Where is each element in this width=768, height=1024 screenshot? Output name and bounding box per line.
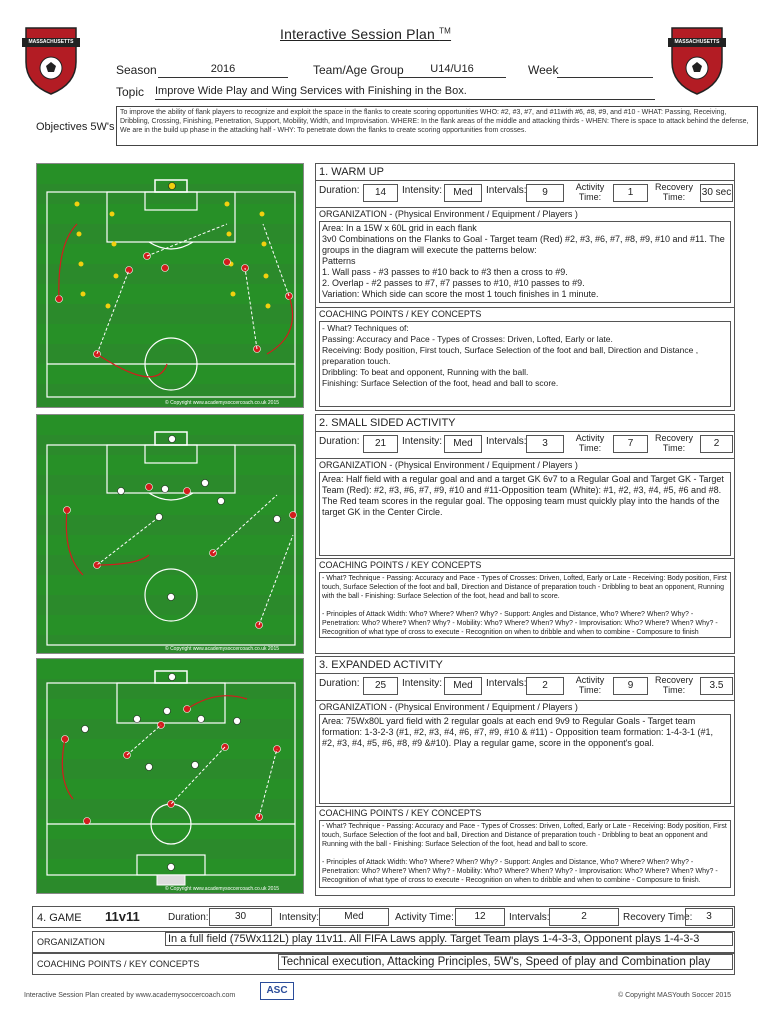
organization-text[interactable]: Area: 75Wx80L yard field with 2 regular goals at each end 9v9 to Regular Goals - Target team formation: 1-3-2-3 (#1, #2, #3, #4, #6, #7, #9, #10 & #11) - Opposition team formation: 1-4-3-1 (#1, #2, #3, #4, #5, #6, #8, #9 &#10). Play a regular game, score in the opponent's goal.	[319, 714, 731, 804]
section-title: 2. SMALL SIDED ACTIVITY	[316, 415, 734, 432]
game-activity-field[interactable]: 12	[455, 908, 505, 926]
game-intensity-field[interactable]: Med	[319, 908, 389, 926]
activity-time-label: Activity Time:	[575, 675, 605, 695]
team-label: Team/Age Group	[313, 63, 404, 77]
game-coaching-label: COACHING POINTS / KEY CONCEPTS	[37, 959, 200, 969]
intervals-field[interactable]: 9	[526, 184, 564, 202]
coaching-heading: COACHING POINTS / KEY CONCEPTS	[316, 806, 734, 820]
game-organization-label: ORGANIZATION	[37, 937, 105, 947]
game-coaching-field[interactable]: Technical execution, Attacking Principles, 5W's, Speed of play and Combination play	[278, 954, 733, 970]
recovery-time-field[interactable]: 2	[700, 435, 733, 453]
season-label: Season	[116, 63, 157, 77]
game-intensity-label: Intensity:	[279, 912, 320, 923]
trademark: TM	[439, 26, 452, 36]
objectives-label: Objectives 5W's	[36, 121, 115, 133]
coaching-text[interactable]: - What? Technique - Passing: Accuracy and Pace - Types of Crosses: Driven, Lofted, Early or Late - Receiving: Body position, First touch, Surface Selection of the foot and ball, Direction and Distance of preparation touch - Dribbling to beat an opponent and Running with the ball - Finishing: Surface Selection of the foot, head and ball to score. - Principles of Attack Width: Who? Where? When? Why? - Support: Angles and Distance, Who? Where? When? Why? - Penetration: Who? Where? When? Why? - Mobility: Who? Where? When? Why? - Improvisation: Who? Where? When? Why? - Recognition of what type of cross to execute - Recognition on when to dribble and when to combine - Composure to finish.	[319, 820, 731, 888]
recovery-time-field[interactable]: 30 sec	[700, 184, 733, 202]
topic-field[interactable]: Improve Wide Play and Wing Services with Finishing in the Box.	[155, 85, 655, 100]
game-coaching-row	[32, 953, 735, 975]
pitch-diagram-expanded	[36, 658, 304, 894]
section-small-sided	[315, 414, 735, 654]
recovery-time-label: Recovery Time:	[654, 675, 693, 695]
coaching-heading: COACHING POINTS / KEY CONCEPTS	[316, 307, 734, 321]
activity-time-field[interactable]: 9	[613, 677, 648, 695]
activity-time-label: Activity Time:	[575, 433, 605, 453]
intervals-label: Intervals:	[486, 185, 527, 196]
footer-right: © Copyright MASYouth Soccer 2015	[618, 992, 732, 999]
activity-time-field[interactable]: 1	[613, 184, 648, 202]
game-row	[32, 906, 735, 928]
intervals-label: Intervals:	[486, 436, 527, 447]
week-label: Week	[528, 63, 559, 77]
topic-label: Topic	[116, 85, 145, 99]
pitch-copyright: © Copyright www.academysoccercoach.co.uk 2015	[165, 646, 280, 652]
game-organization-field[interactable]: In a full field (75Wx112L) play 11v11. All FIFA Laws apply. Target Team plays 1-4-3-3, Opponent plays 1-4-3-3	[165, 932, 733, 946]
crest-text-right: MASSACHUSETTS	[674, 39, 720, 45]
organization-heading: ORGANIZATION - (Physical Environment / Equipment / Players )	[316, 207, 734, 221]
intensity-field[interactable]: Med	[444, 184, 482, 202]
intervals-label: Intervals:	[486, 678, 527, 689]
game-intervals-label: Intervals:	[509, 912, 550, 923]
game-duration-field[interactable]: 30	[209, 908, 272, 926]
intensity-field[interactable]: Med	[444, 677, 482, 695]
game-duration-label: Duration:	[168, 912, 209, 923]
section-title: 3. EXPANDED ACTIVITY	[316, 657, 734, 674]
intensity-label: Intensity:	[402, 436, 443, 447]
duration-label: Duration:	[319, 678, 360, 689]
coaching-text[interactable]: - What? Technique - Passing: Accuracy and Pace - Types of Crosses: Driven, Lofted, Early or Late - Receiving: Body position, First touch, Surface Selection of the foot and ball, Direction and Distance of preparation touch - Dribbling to beat an opponent, Running with the ball - Finishing: Surface Selection of the foot, head and ball to score. - Principles of Attack Width: Who? Where? When? Why? - Support: Angles and Distance, Who? Where? When? Why? - Penetration: Who? Where? When? Why? - Mobility: Who? Where? When? Why? - Improvisation: Who? Where? When? Why? - Recognition of what type of cross to execute - Recognition on when to dribble and when to combine - Composure to finish	[319, 572, 731, 638]
recovery-time-label: Recovery Time:	[654, 182, 693, 202]
duration-label: Duration:	[319, 185, 360, 196]
organization-heading: ORGANIZATION - (Physical Environment / Equipment / Players )	[316, 700, 734, 714]
section-warmup	[315, 163, 735, 411]
intensity-label: Intensity:	[402, 678, 443, 689]
crest-logo-left	[20, 22, 82, 96]
organization-text[interactable]: Area: Half field with a regular goal and and a target GK 6v7 to a Regular Goal and Target GK - Target Team (Red): #2, #3, #6, #7, #9, #10 and #11-Opposition team (White): #1, #2, #3, #4, #5, #6 and #8. The Red team scores in the regular goal. The opposing team must quickly play into the hands of the target GK in the Center Circle.	[319, 472, 731, 556]
game-intervals-field[interactable]: 2	[549, 908, 619, 926]
footer-left: Interactive Session Plan created by www.academysoccercoach.com	[24, 992, 236, 999]
metrics-row	[316, 181, 734, 207]
intervals-field[interactable]: 3	[526, 435, 564, 453]
duration-label: Duration:	[319, 436, 360, 447]
intensity-field[interactable]: Med	[444, 435, 482, 453]
game-format: 11v11	[105, 909, 140, 924]
duration-field[interactable]: 25	[363, 677, 398, 695]
coaching-text[interactable]: - What? Techniques of: Passing: Accuracy and Pace - Types of Crosses: Driven, Lofted, Early or late. Receiving: Body position, First touch, Surface Selection of the foot and ball, Direction and Distance , preparation touch. Dribbling: To beat and opponent, Running with the ball. Finishing: Surface Selection of the foot, head and ball to score.	[319, 321, 731, 407]
coaching-heading: COACHING POINTS / KEY CONCEPTS	[316, 558, 734, 572]
section-title: 1. WARM UP	[316, 164, 734, 181]
game-label: 4. GAME	[37, 912, 82, 924]
metrics-row	[316, 432, 734, 458]
organization-heading: ORGANIZATION - (Physical Environment / Equipment / Players )	[316, 458, 734, 472]
activity-time-field[interactable]: 7	[613, 435, 648, 453]
recovery-time-label: Recovery Time:	[654, 433, 693, 453]
crest-text-left: MASSACHUSETTS	[28, 39, 74, 45]
intervals-field[interactable]: 2	[526, 677, 564, 695]
recovery-time-field[interactable]: 3.5	[700, 677, 733, 695]
asc-logo: ASC	[260, 982, 294, 1000]
week-field[interactable]	[557, 63, 653, 78]
pitch-copyright: © Copyright www.academysoccercoach.co.uk 2015	[165, 886, 280, 892]
pitch-copyright: © Copyright www.academysoccercoach.co.uk 2015	[165, 400, 280, 406]
game-activity-label: Activity Time:	[395, 912, 454, 923]
intensity-label: Intensity:	[402, 185, 443, 196]
game-recovery-label: Recovery Time:	[623, 912, 693, 923]
crest-logo-right	[666, 22, 728, 96]
duration-field[interactable]: 21	[363, 435, 398, 453]
organization-text[interactable]: Area: In a 15W x 60L grid in each flank 3v0 Combinations on the Flanks to Goal - Target team (Red) #2, #3, #6, #7, #8, #9, #10 and #11. The groups in the diagram will execute the patterns below: Patterns 1. Wall pass - #3 passes to #10 back to #3 then a cross to #9. 2. Overlap - #2 passes to #7, #7 passes to #10, #10 passes to #9. Variation: Which side can score the most 1 touch finishes in 1 minute.	[319, 221, 731, 303]
objectives-box[interactable]: To improve the ability of flank players to recognize and exploit the space in the flanks to create scoring opportunities WHO: #2, #3, #7, and #11with #6, #8, #9, and #10 - WHAT: Passing, Receiving, Dribbling, Crossing, Finishing, Penetration, Support, Mobility, Width, and Improvisation. WHERE: In the flank areas of the middle and attacking thirds - WHEN: There is space to attack behind the defense, We are in the build up phase in the attacking half - WHY: To penetrate down the flanks to create scoring opportunities from crosses.	[116, 106, 758, 146]
page-title	[280, 26, 451, 42]
team-field[interactable]: U14/U16	[398, 63, 506, 78]
game-organization-row	[32, 931, 735, 953]
metrics-row	[316, 674, 734, 700]
activity-time-label: Activity Time:	[575, 182, 605, 202]
season-field[interactable]: 2016	[158, 63, 288, 78]
title-text: Interactive Session Plan	[280, 26, 435, 42]
pitch-diagram-ssg	[36, 414, 304, 654]
pitch-diagram-warmup	[36, 163, 304, 408]
game-recovery-field[interactable]: 3	[685, 908, 733, 926]
section-expanded	[315, 656, 735, 896]
duration-field[interactable]: 14	[363, 184, 398, 202]
